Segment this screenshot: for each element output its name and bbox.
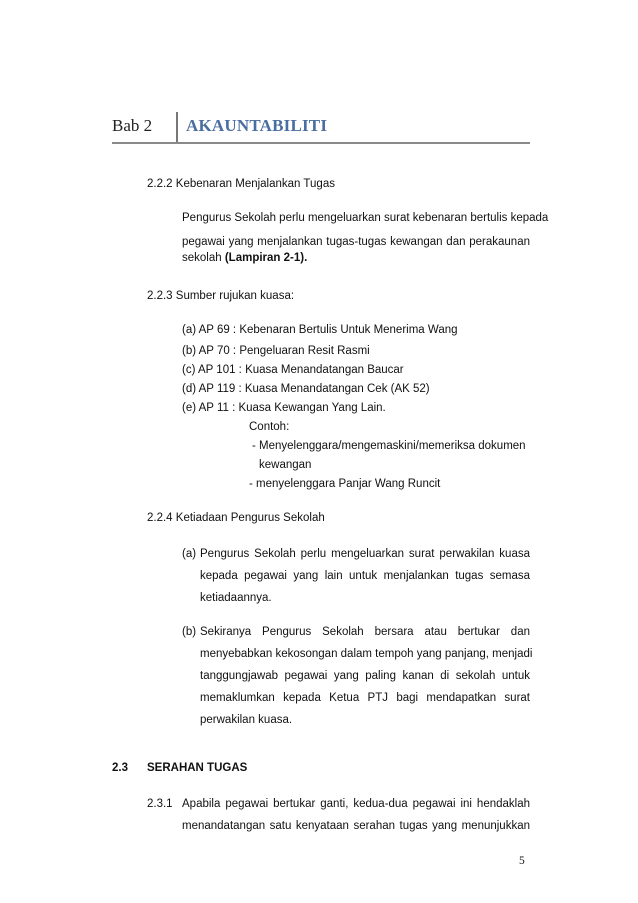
s222-line-2: pegawai yang menjalankan tugas-tugas kewangan dan perakaunan xyxy=(182,236,530,248)
header-rule xyxy=(112,142,530,144)
item-b-line-3: tanggungjawab pegawai yang paling kanan di sekolah untuk xyxy=(200,670,530,682)
item-b-line-4: memaklumkan kepada Ketua PTJ bagi mendapatkan surat xyxy=(200,692,530,704)
chapter-title: AKAUNTABILITI xyxy=(186,116,328,135)
header-divider xyxy=(176,112,178,144)
item-b-line-5: perwakilan kuasa. xyxy=(200,714,293,726)
section-2-3-title: SERAHAN TUGAS xyxy=(147,762,248,774)
reference-item-a: (a) AP 69 : Kebenaran Bertulis Untuk Menerima Wang xyxy=(182,324,458,336)
section-2-3-1-number: 2.3.1 xyxy=(147,798,173,810)
contoh-line-2: kewangan xyxy=(259,459,312,471)
reference-item-e: (e) AP 11 : Kuasa Kewangan Yang Lain. xyxy=(182,402,386,414)
section-2-2-2-heading: 2.2.2 Kebenaran Menjalankan Tugas xyxy=(147,178,335,190)
contoh-line-1: - Menyelenggara/mengemaskini/memeriksa dokumen xyxy=(252,440,526,452)
chapter-label: Bab 2 xyxy=(112,116,153,135)
s222-line-1: Pengurus Sekolah perlu mengeluarkan surat kebenaran bertulis kepada xyxy=(182,212,549,224)
section-2-3-number: 2.3 xyxy=(112,762,128,774)
item-b-line-2: menyebabkan kekosongan dalam tempoh yang panjang, menjadi xyxy=(200,648,533,660)
item-a-line-1: Pengurus Sekolah perlu mengeluarkan surat perwakilan kuasa xyxy=(200,548,530,560)
item-a-line-3: ketiadaannya. xyxy=(200,592,272,604)
s231-line-1: Apabila pegawai bertukar ganti, kedua-dua pegawai ini hendaklah xyxy=(182,798,530,810)
section-2-2-3-heading: 2.2.3 Sumber rujukan kuasa: xyxy=(147,290,295,302)
item-a-line-2: kepada pegawai yang lain untuk menjalankan tugas semasa xyxy=(200,570,530,582)
item-a-marker: (a) xyxy=(182,548,197,560)
item-b-line-1: Sekiranya Pengurus Sekolah bersara atau bertukar dan xyxy=(200,626,530,638)
reference-item-d: (d) AP 119 : Kuasa Menandatangan Cek (AK 52) xyxy=(182,383,430,395)
contoh-label: Contoh: xyxy=(249,421,290,433)
page-number: 5 xyxy=(519,855,525,867)
lampiran-reference: (Lampiran 2-1). xyxy=(224,252,308,264)
reference-item-b: (b) AP 70 : Pengeluaran Resit Rasmi xyxy=(182,345,370,357)
s231-line-2: menandatangan satu kenyataan serahan tugas yang menunjukkan xyxy=(182,820,530,832)
s222-line-3-text: sekolah xyxy=(182,252,225,264)
item-b-marker: (b) xyxy=(182,626,197,638)
s222-line-3 xyxy=(182,252,307,264)
reference-item-c: (c) AP 101 : Kuasa Menandatangan Baucar xyxy=(182,364,404,376)
section-2-2-4-heading: 2.2.4 Ketiadaan Pengurus Sekolah xyxy=(147,512,325,524)
contoh-line-3: - menyelenggara Panjar Wang Runcit xyxy=(249,478,441,490)
